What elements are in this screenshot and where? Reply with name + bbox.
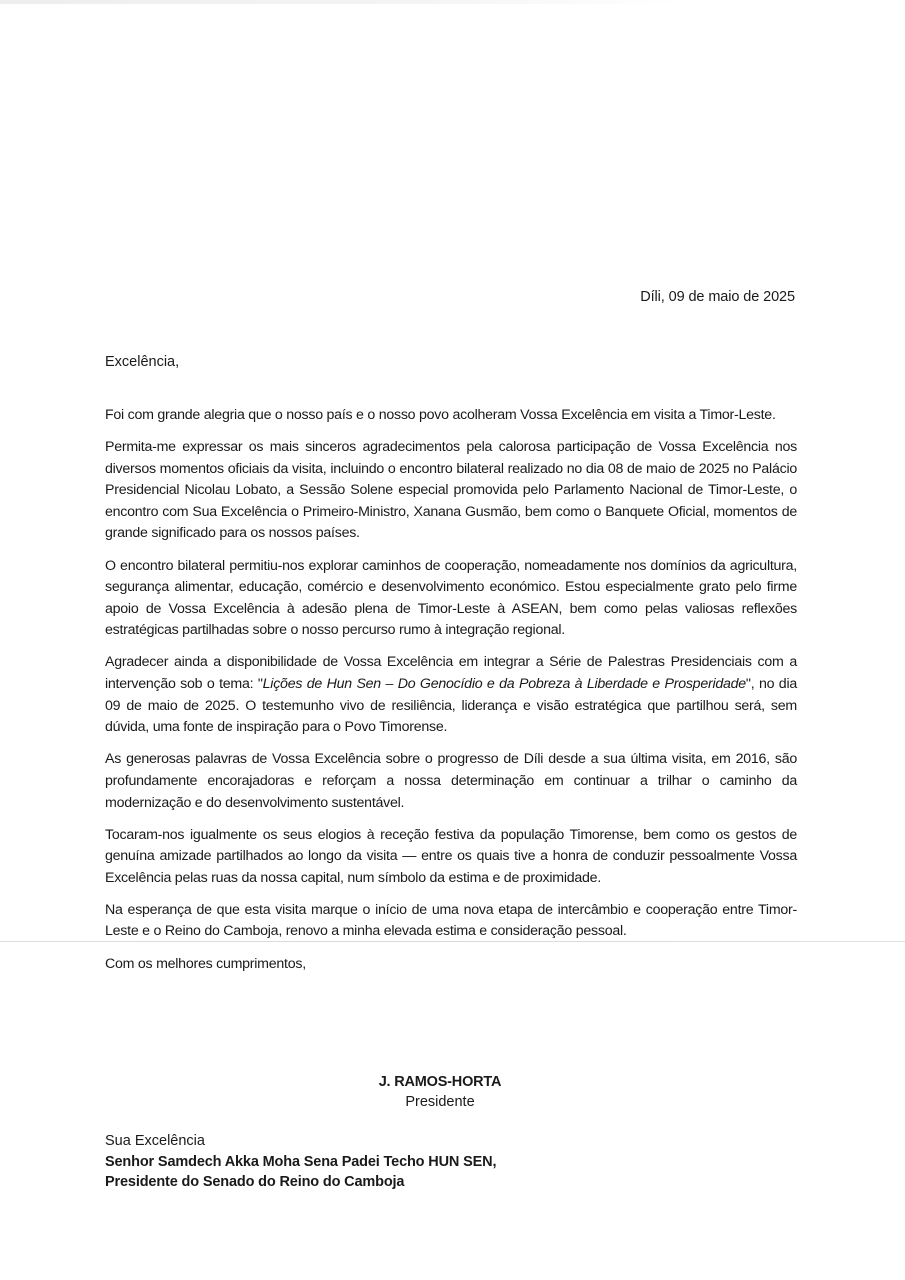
salutation: Excelência, xyxy=(105,354,180,370)
paragraph-hope: Na esperança de que esta visita marque o início de uma nova etapa de intercâmbio e cooperação entre Timor-Leste e o Reino do Camboja, renovo a minha elevada estima e consideração pessoal. xyxy=(105,901,797,940)
signatory-name: J. RAMOS-HORTA xyxy=(378,1074,502,1090)
signatory-title: Presidente xyxy=(405,1094,475,1110)
paragraph-bilateral: O encontro bilateral permitiu-nos explorar caminhos de cooperação, nomeadamente nos domínios da agricultura, segurança alimentar, educação, comércio e desenvolvimento económico. Estou especialmente grato pelo firme apoio de Vossa Excelência à adesão plena de Timor-Leste à ASEAN, bem como pelas valiosas reflexões estratégicas partilhadas sobre o nosso percurso rumo à integração regional. xyxy=(105,557,797,639)
paragraph-reception: Tocaram-nos igualmente os seus elogios à receção festiva da população Timorense, bem como os gestos de genuína amizade partilhados ao longo da visita — entre os quais tive a honra de conduzir pessoalmente Vossa Excelência pelas ruas da nossa capital, num símbolo da estima e de proximidade. xyxy=(105,826,797,886)
closing-line: Com os melhores cumprimentos, xyxy=(105,955,306,972)
lecture-title: Lições de Hun Sen – Do Genocídio e da Pobreza à Liberdade e Prosperidade xyxy=(262,676,746,693)
paragraph-thanks: Permita-me expressar os mais sinceros agradecimentos pela calorosa participação de Vossa Excelência nos diversos momentos oficiais da visita, incluindo o encontro bilateral realizado no dia 08 de maio de 2025 no Palácio Presidencial Nicolau Lobato, a Sessão Solene especial promovida pelo Parlamento Nacional de Timor-Leste, o encontro com Sua Excelência o Primeiro-Ministro, Xanana Gusmão, bem como o Banquete Oficial, momentos de grande significado para os nossos países. xyxy=(105,439,797,542)
letter-body xyxy=(105,405,797,986)
paragraph-lecture xyxy=(105,652,797,738)
letter-date: Díli, 09 de maio de 2025 xyxy=(640,289,795,305)
addressee-block xyxy=(105,1131,496,1193)
addressee-name: Senhor Samdech Akka Moha Sena Padei Techo HUN SEN, xyxy=(105,1153,497,1170)
addressee-honorific: Sua Excelência xyxy=(105,1133,205,1149)
lecture-text-before: Agradecer ainda a disponibilidade de Vossa Excelência em integrar a Série de Palestras Presidenciais com a intervenção sob o tema: " xyxy=(105,654,797,693)
lecture-text-after: ", no dia 09 de maio de 2025. O testemunho vivo de resiliência, liderança e visão estratégica que partilhou será, sem dúvida, uma fonte de inspiração para o Povo Timorense. xyxy=(105,676,797,736)
paragraph-progress: As generosas palavras de Vossa Excelência sobre o progresso de Díli desde a sua última visita, em 2016, são profundamente encorajadoras e reforçam a nossa determinação em continuar a trilhar o caminho da modernização e do desenvolvimento sustentável. xyxy=(105,751,797,811)
scan-edge-artifact xyxy=(0,0,680,4)
addressee-position: Presidente do Senado do Reino do Camboja xyxy=(105,1174,405,1190)
signature-block xyxy=(300,1072,560,1112)
paragraph-welcome: Foi com grande alegria que o nosso país e o nosso povo acolheram Vossa Excelência em visita a Timor-Leste. xyxy=(105,407,776,423)
